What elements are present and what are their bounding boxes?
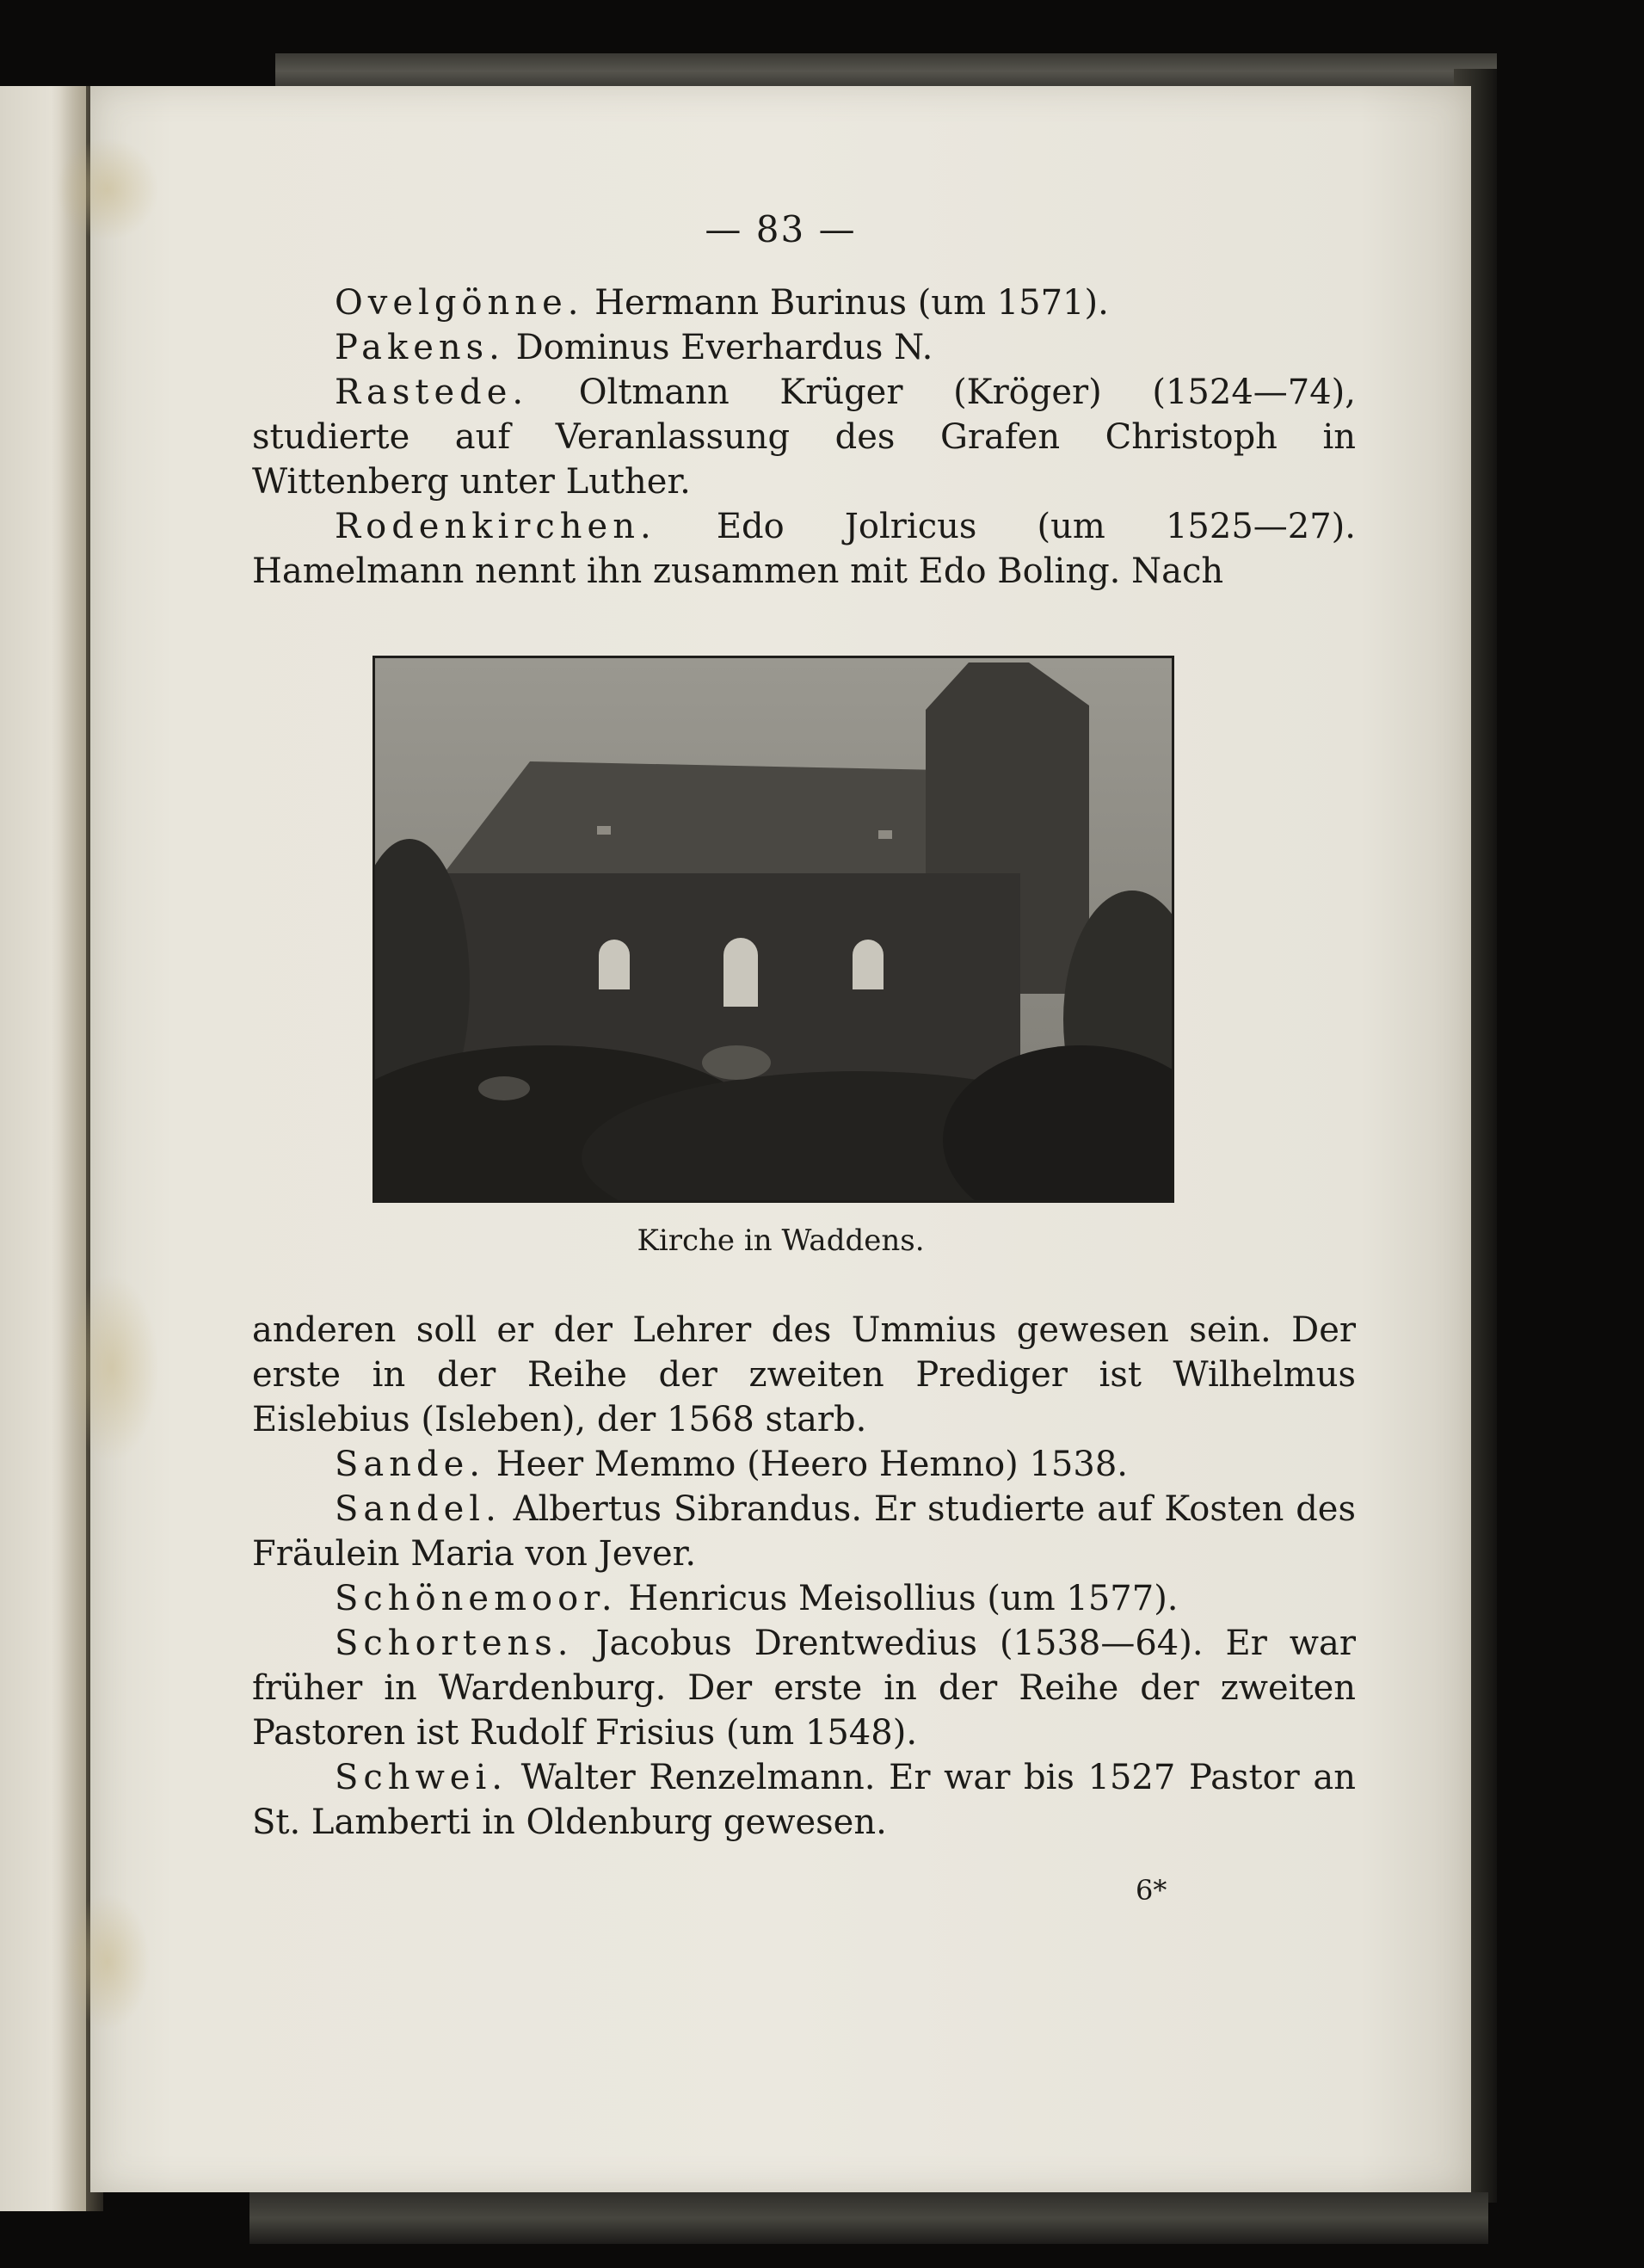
place-name: Schönemoor.	[335, 1579, 618, 1618]
entry-text: Albertus Sibrandus. Er studierte auf Kosten des Fräulein Maria von Jever.	[252, 1489, 1356, 1574]
place-name: Rodenkirchen.	[335, 507, 656, 546]
entry-schoenemoor	[252, 1576, 1356, 1621]
continuation-paragraph: anderen soll er der Lehrer des Ummius gewesen sein. Der erste in der Reihe der zweiten Prediger ist Wilhelmus Eislebius (Isleben), der 1568 starb.	[252, 1310, 1356, 1439]
place-name: Schwei.	[335, 1758, 508, 1797]
page-number: — 83 —	[705, 208, 857, 250]
place-name: Sande.	[335, 1445, 486, 1484]
entry-ovelgoenne	[252, 280, 1356, 325]
entry-text: Henricus Meisollius (um 1577).	[617, 1579, 1179, 1618]
church-photograph	[373, 656, 1174, 1203]
entry-sandel	[252, 1487, 1356, 1576]
entry-text: Edo Jolricus (um 1525—27). Hamelmann nennt ihn zusammen mit Edo Boling. Nach	[252, 507, 1356, 591]
entry-text: Oltmann Krüger (Kröger) (1524—74), studierte auf Veranlassung des Grafen Christoph in Wittenberg unter Luther.	[252, 373, 1356, 502]
place-name: Ovelgönne.	[335, 283, 584, 323]
place-name: Rastede.	[335, 373, 529, 412]
entry-rodenkirchen	[252, 504, 1356, 594]
printer-signature-mark: 6*	[1136, 1874, 1167, 1907]
entry-text: Walter Renzelmann. Er war bis 1527 Pastor an St. Lamberti in Oldenburg gewesen.	[252, 1758, 1356, 1842]
entry-text: Jacobus Drentwedius (1538—64). Er war früher in Wardenburg. Der erste in der Reihe der zweiten Pastoren ist Rudolf Frisius (um 1548).	[252, 1624, 1356, 1753]
place-name: Pakens.	[335, 328, 505, 367]
entry-pakens	[252, 325, 1356, 370]
entry-text: Hermann Burinus (um 1571).	[583, 283, 1109, 323]
paper-stain	[65, 1893, 151, 2031]
entry-text: Heer Memmo (Heero Hemno) 1538.	[485, 1445, 1128, 1484]
entry-schortens	[252, 1621, 1356, 1755]
entry-rastede	[252, 370, 1356, 504]
entry-sande	[252, 1442, 1356, 1487]
entry-text: Dominus Everhardus N.	[504, 328, 933, 367]
entry-schwei	[252, 1755, 1356, 1845]
paper-stain	[65, 1273, 159, 1463]
page-83	[90, 86, 1471, 2192]
church-photo-illustration	[375, 658, 1172, 1200]
figure-caption: Kirche in Waddens.	[637, 1223, 925, 1258]
book-bottom-edge	[249, 2192, 1488, 2244]
text-block-bottom	[252, 1308, 1356, 1845]
text-block-top	[252, 280, 1356, 594]
place-name: Schortens.	[335, 1624, 574, 1663]
place-name: Sandel.	[335, 1489, 502, 1529]
